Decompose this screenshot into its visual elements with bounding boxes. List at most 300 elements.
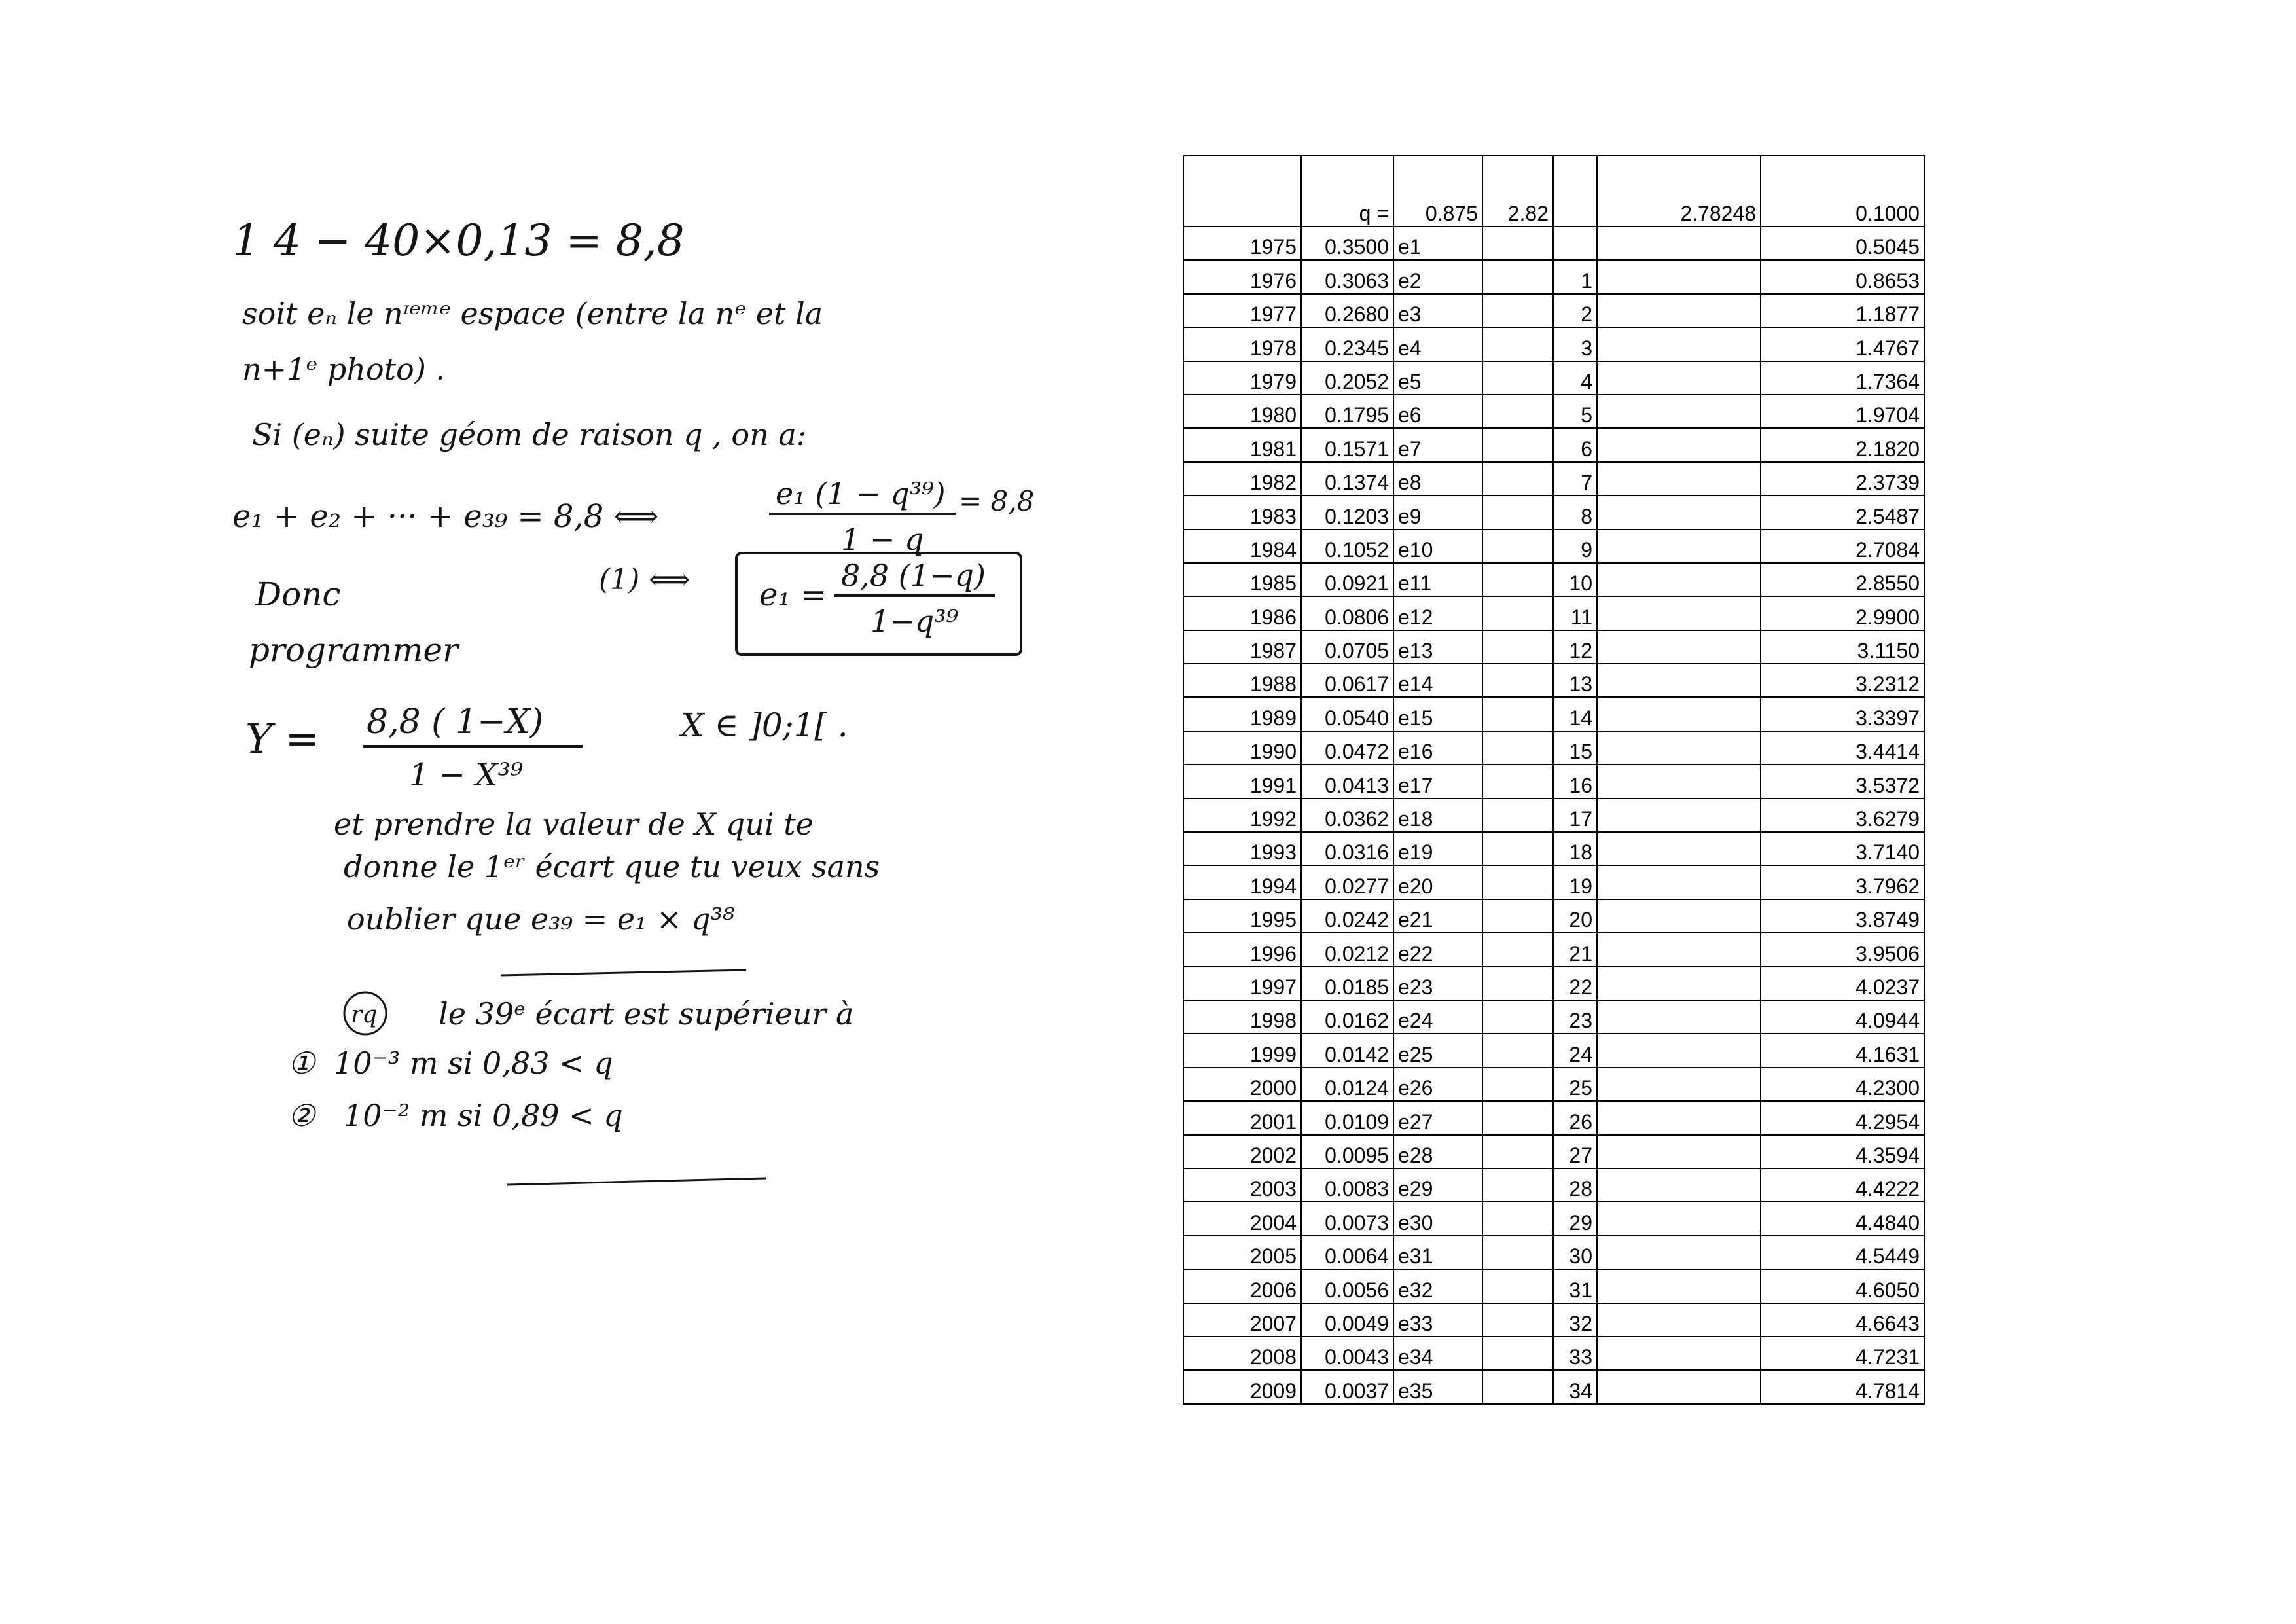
note-instruction-line-1: et prendre la valeur de X qui te xyxy=(334,806,814,842)
cell-blank xyxy=(1482,899,1553,933)
cell-cumulative: 3.7140 xyxy=(1761,832,1924,865)
cell-label: e29 xyxy=(1393,1168,1482,1202)
cell-index: 5 xyxy=(1553,395,1597,428)
cell-blank xyxy=(1482,496,1553,529)
note-instruction-line-2: donne le 1ᵉʳ écart que tu veux sans xyxy=(344,849,880,884)
note-sum-numerator: e₁ (1 − q³⁹) xyxy=(776,476,946,511)
cell-year: 1985 xyxy=(1183,563,1301,596)
header-cell-blank-2: 2.78248 xyxy=(1597,156,1761,226)
cell-blank xyxy=(1482,395,1553,428)
table-row xyxy=(1183,1101,1924,1134)
cell-cumulative: 4.6643 xyxy=(1761,1303,1924,1337)
cell-value: 0.0362 xyxy=(1301,799,1393,832)
cell-value: 0.0056 xyxy=(1301,1269,1393,1303)
cell-blank xyxy=(1482,967,1553,1000)
cell-cumulative: 3.4414 xyxy=(1761,731,1924,765)
cell-value: 0.0705 xyxy=(1301,630,1393,664)
cell-blank xyxy=(1482,361,1553,395)
cell-index: 4 xyxy=(1553,361,1597,395)
cell-cumulative: 2.3739 xyxy=(1761,462,1924,496)
table-row xyxy=(1183,630,1924,664)
cell-blank xyxy=(1482,1236,1553,1269)
cell-index: 22 xyxy=(1553,967,1597,1000)
cell-value: 0.0413 xyxy=(1301,765,1393,798)
cell-label: e3 xyxy=(1393,294,1482,327)
cell-blank xyxy=(1482,765,1553,798)
cell-blank-2 xyxy=(1597,1202,1761,1235)
cell-cumulative: 3.7962 xyxy=(1761,865,1924,899)
cell-label: e15 xyxy=(1393,697,1482,731)
cell-cumulative: 4.7231 xyxy=(1761,1337,1924,1370)
table-row xyxy=(1183,462,1924,496)
cell-blank-2 xyxy=(1597,1000,1761,1034)
cell-blank xyxy=(1482,596,1553,630)
cell-value: 0.0095 xyxy=(1301,1135,1393,1168)
cell-blank xyxy=(1482,664,1553,697)
cell-index: 15 xyxy=(1553,731,1597,765)
note-boxed-denominator: 1−q³⁹ xyxy=(870,604,959,639)
cell-index: 25 xyxy=(1553,1068,1597,1101)
cell-label: e4 xyxy=(1393,327,1482,361)
cell-year: 1986 xyxy=(1183,596,1301,630)
cell-label: e12 xyxy=(1393,596,1482,630)
note-sum-left: e₁ + e₂ + ··· + e₃₉ = 8,8 ⟺ xyxy=(232,498,659,535)
note-definition-line-1: soit eₙ le nᶦᵉᵐᵉ espace (entre la nᵉ et la xyxy=(242,296,823,331)
cell-blank-2 xyxy=(1597,832,1761,865)
cell-index: 12 xyxy=(1553,630,1597,664)
cell-value: 0.2345 xyxy=(1301,327,1393,361)
table-row xyxy=(1183,967,1924,1000)
cell-cumulative: 3.9506 xyxy=(1761,933,1924,966)
note-programmer: programmer xyxy=(249,631,459,669)
cell-blank xyxy=(1482,799,1553,832)
cell-cumulative: 1.7364 xyxy=(1761,361,1924,395)
table-row xyxy=(1183,496,1924,529)
cell-cumulative: 2.7084 xyxy=(1761,530,1924,563)
cell-blank-2 xyxy=(1597,933,1761,966)
cell-year: 1993 xyxy=(1183,832,1301,865)
cell-index: 6 xyxy=(1553,428,1597,461)
cell-value: 0.0043 xyxy=(1301,1337,1393,1370)
cell-label: e34 xyxy=(1393,1337,1482,1370)
cell-label: e13 xyxy=(1393,630,1482,664)
header-cell-index xyxy=(1553,156,1597,226)
cell-year: 2001 xyxy=(1183,1101,1301,1134)
cell-cumulative: 4.3594 xyxy=(1761,1135,1924,1168)
cell-year: 1984 xyxy=(1183,530,1301,563)
cell-label: e17 xyxy=(1393,765,1482,798)
cell-index: 14 xyxy=(1553,697,1597,731)
cell-value: 0.0083 xyxy=(1301,1168,1393,1202)
cell-label: e31 xyxy=(1393,1236,1482,1269)
cell-label: e18 xyxy=(1393,799,1482,832)
cell-value: 0.0049 xyxy=(1301,1303,1393,1337)
cell-cumulative: 4.0944 xyxy=(1761,1000,1924,1034)
cell-index: 28 xyxy=(1553,1168,1597,1202)
cell-cumulative: 2.5487 xyxy=(1761,496,1924,529)
cell-index: 20 xyxy=(1553,899,1597,933)
cell-blank-2 xyxy=(1597,1168,1761,1202)
cell-year: 1990 xyxy=(1183,731,1301,765)
cell-cumulative: 1.9704 xyxy=(1761,395,1924,428)
cell-value: 0.2680 xyxy=(1301,294,1393,327)
cell-blank xyxy=(1482,260,1553,293)
cell-index: 19 xyxy=(1553,865,1597,899)
cell-label: e6 xyxy=(1393,395,1482,428)
table-row xyxy=(1183,865,1924,899)
cell-blank xyxy=(1482,933,1553,966)
cell-index: 33 xyxy=(1553,1337,1597,1370)
cell-label: e35 xyxy=(1393,1370,1482,1403)
cell-blank xyxy=(1482,832,1553,865)
cell-blank-2 xyxy=(1597,428,1761,461)
cell-blank xyxy=(1482,1168,1553,1202)
table-row xyxy=(1183,1135,1924,1168)
note-donc: Donc xyxy=(255,575,341,613)
cell-index: 8 xyxy=(1553,496,1597,529)
cell-index: 26 xyxy=(1553,1101,1597,1134)
cell-value: 0.1374 xyxy=(1301,462,1393,496)
cell-year: 1999 xyxy=(1183,1034,1301,1067)
cell-index xyxy=(1553,226,1597,260)
cell-index: 9 xyxy=(1553,530,1597,563)
cell-year: 1976 xyxy=(1183,260,1301,293)
cell-index: 27 xyxy=(1553,1135,1597,1168)
cell-value: 0.0212 xyxy=(1301,933,1393,966)
cell-blank-2 xyxy=(1597,765,1761,798)
cell-year: 1996 xyxy=(1183,933,1301,966)
cell-blank xyxy=(1482,1269,1553,1303)
cell-year: 1995 xyxy=(1183,899,1301,933)
cell-cumulative: 3.6279 xyxy=(1761,799,1924,832)
spreadsheet-table xyxy=(1183,155,1925,1405)
cell-index: 17 xyxy=(1553,799,1597,832)
table-row xyxy=(1183,1068,1924,1101)
cell-value: 0.1571 xyxy=(1301,428,1393,461)
cell-blank xyxy=(1482,1101,1553,1134)
cell-year: 2003 xyxy=(1183,1168,1301,1202)
cell-label: e20 xyxy=(1393,865,1482,899)
cell-value: 0.0142 xyxy=(1301,1034,1393,1067)
cell-year: 1980 xyxy=(1183,395,1301,428)
cell-value: 0.0242 xyxy=(1301,899,1393,933)
note-item-1-marker: ① xyxy=(288,1045,315,1081)
cell-blank-2 xyxy=(1597,361,1761,395)
cell-year: 1997 xyxy=(1183,967,1301,1000)
cell-value: 0.0316 xyxy=(1301,832,1393,865)
cell-index: 13 xyxy=(1553,664,1597,697)
cell-value: 0.0185 xyxy=(1301,967,1393,1000)
cell-year: 1987 xyxy=(1183,630,1301,664)
cell-blank-2 xyxy=(1597,1101,1761,1134)
cell-cumulative: 4.2954 xyxy=(1761,1101,1924,1134)
cell-blank-2 xyxy=(1597,799,1761,832)
cell-blank xyxy=(1482,630,1553,664)
cell-year: 1975 xyxy=(1183,226,1301,260)
cell-cumulative: 1.1877 xyxy=(1761,294,1924,327)
cell-year: 1994 xyxy=(1183,865,1301,899)
cell-value: 0.0921 xyxy=(1301,563,1393,596)
note-divider-1 xyxy=(501,970,746,975)
cell-blank xyxy=(1482,1303,1553,1337)
cell-blank-2 xyxy=(1597,530,1761,563)
table-header-row xyxy=(1183,156,1924,226)
cell-blank-2 xyxy=(1597,462,1761,496)
table-row xyxy=(1183,697,1924,731)
cell-year: 1988 xyxy=(1183,664,1301,697)
cell-year: 2007 xyxy=(1183,1303,1301,1337)
cell-index: 11 xyxy=(1553,596,1597,630)
cell-label: e33 xyxy=(1393,1303,1482,1337)
cell-label: e26 xyxy=(1393,1068,1482,1101)
cell-label: e10 xyxy=(1393,530,1482,563)
cell-blank xyxy=(1482,1202,1553,1235)
cell-year: 1991 xyxy=(1183,765,1301,798)
note-equivalence-1: (1) ⟺ xyxy=(599,563,691,596)
cell-value: 0.3063 xyxy=(1301,260,1393,293)
cell-index: 23 xyxy=(1553,1000,1597,1034)
cell-value: 0.1795 xyxy=(1301,395,1393,428)
cell-cumulative: 0.8653 xyxy=(1761,260,1924,293)
cell-blank-2 xyxy=(1597,630,1761,664)
table-row xyxy=(1183,1168,1924,1202)
cell-blank-2 xyxy=(1597,1303,1761,1337)
cell-year: 1982 xyxy=(1183,462,1301,496)
table-row xyxy=(1183,563,1924,596)
cell-year: 1989 xyxy=(1183,697,1301,731)
cell-blank xyxy=(1482,226,1553,260)
cell-blank-2 xyxy=(1597,899,1761,933)
cell-blank xyxy=(1482,1068,1553,1101)
table-row xyxy=(1183,933,1924,966)
table-row xyxy=(1183,226,1924,260)
table-row xyxy=(1183,530,1924,563)
cell-index: 30 xyxy=(1553,1236,1597,1269)
spreadsheet-body xyxy=(1183,156,1924,1404)
cell-value: 0.0124 xyxy=(1301,1068,1393,1101)
cell-blank-2 xyxy=(1597,697,1761,731)
cell-label: e1 xyxy=(1393,226,1482,260)
table-row xyxy=(1183,327,1924,361)
table-row xyxy=(1183,361,1924,395)
cell-index: 32 xyxy=(1553,1303,1597,1337)
cell-blank-2 xyxy=(1597,260,1761,293)
cell-blank xyxy=(1482,530,1553,563)
cell-year: 2000 xyxy=(1183,1068,1301,1101)
cell-blank-2 xyxy=(1597,327,1761,361)
note-item-2: 10⁻² m si 0,89 < q xyxy=(344,1098,623,1133)
cell-cumulative: 2.1820 xyxy=(1761,428,1924,461)
cell-blank xyxy=(1482,462,1553,496)
cell-index: 16 xyxy=(1553,765,1597,798)
cell-blank xyxy=(1482,428,1553,461)
header-cell-label: 0.875 xyxy=(1393,156,1482,226)
table-row xyxy=(1183,899,1924,933)
cell-blank xyxy=(1482,1034,1553,1067)
cell-value: 0.0277 xyxy=(1301,865,1393,899)
cell-blank-2 xyxy=(1597,1034,1761,1067)
note-y-numerator: 8,8 ( 1−X) xyxy=(367,702,544,742)
cell-blank xyxy=(1482,1337,1553,1370)
note-boxed-left: e₁ = xyxy=(759,577,827,613)
note-y-label: Y = xyxy=(245,715,319,763)
cell-year: 1983 xyxy=(1183,496,1301,529)
cell-cumulative: 2.9900 xyxy=(1761,596,1924,630)
cell-blank-2 xyxy=(1597,1370,1761,1403)
handwritten-notes xyxy=(0,0,1113,1624)
cell-label: e24 xyxy=(1393,1000,1482,1034)
cell-blank xyxy=(1482,563,1553,596)
cell-year: 1977 xyxy=(1183,294,1301,327)
cell-index: 31 xyxy=(1553,1269,1597,1303)
note-definition-line-2: n+1ᵉ photo) . xyxy=(242,352,446,387)
cell-label: e27 xyxy=(1393,1101,1482,1134)
cell-year: 2005 xyxy=(1183,1236,1301,1269)
cell-label: e25 xyxy=(1393,1034,1482,1067)
cell-cumulative: 4.4840 xyxy=(1761,1202,1924,1235)
note-boxed-numerator: 8,8 (1−q) xyxy=(841,558,986,593)
cell-label: e5 xyxy=(1393,361,1482,395)
cell-cumulative: 1.4767 xyxy=(1761,327,1924,361)
cell-label: e32 xyxy=(1393,1269,1482,1303)
cell-value: 0.0064 xyxy=(1301,1236,1393,1269)
table-row xyxy=(1183,294,1924,327)
cell-blank-2 xyxy=(1597,1068,1761,1101)
cell-blank-2 xyxy=(1597,1135,1761,1168)
cell-label: e8 xyxy=(1393,462,1482,496)
cell-label: e21 xyxy=(1393,899,1482,933)
cell-blank-2 xyxy=(1597,1269,1761,1303)
header-cell-value: q = xyxy=(1301,156,1393,226)
table-row xyxy=(1183,428,1924,461)
cell-label: e7 xyxy=(1393,428,1482,461)
cell-blank-2 xyxy=(1597,395,1761,428)
table-row xyxy=(1183,1000,1924,1034)
cell-year: 1978 xyxy=(1183,327,1301,361)
cell-blank xyxy=(1482,865,1553,899)
note-domain: X ∈ ]0;1[ . xyxy=(681,706,848,744)
cell-cumulative: 3.3397 xyxy=(1761,697,1924,731)
table-row xyxy=(1183,664,1924,697)
cell-cumulative: 4.6050 xyxy=(1761,1269,1924,1303)
note-equation-1: 1 4 − 40×0,13 = 8,8 xyxy=(232,215,685,266)
table-row xyxy=(1183,260,1924,293)
cell-value: 0.0540 xyxy=(1301,697,1393,731)
cell-value: 0.0073 xyxy=(1301,1202,1393,1235)
cell-value: 0.2052 xyxy=(1301,361,1393,395)
note-sum-denominator: 1 − q xyxy=(841,522,924,557)
cell-blank xyxy=(1482,1000,1553,1034)
cell-label: e22 xyxy=(1393,933,1482,966)
cell-label: e30 xyxy=(1393,1202,1482,1235)
cell-label: e11 xyxy=(1393,563,1482,596)
cell-cumulative: 0.5045 xyxy=(1761,226,1924,260)
cell-blank-2 xyxy=(1597,496,1761,529)
cell-blank-2 xyxy=(1597,967,1761,1000)
cell-blank-2 xyxy=(1597,226,1761,260)
cell-blank-2 xyxy=(1597,596,1761,630)
table-row xyxy=(1183,1034,1924,1067)
table-row xyxy=(1183,799,1924,832)
note-rq-text: le 39ᵉ écart est supérieur à xyxy=(439,996,854,1032)
cell-cumulative: 4.7814 xyxy=(1761,1370,1924,1403)
cell-blank xyxy=(1482,1370,1553,1403)
cell-cumulative: 3.2312 xyxy=(1761,664,1924,697)
cell-value: 0.0162 xyxy=(1301,1000,1393,1034)
cell-index: 18 xyxy=(1553,832,1597,865)
cell-index: 29 xyxy=(1553,1202,1597,1235)
cell-cumulative: 4.4222 xyxy=(1761,1168,1924,1202)
cell-value: 0.3500 xyxy=(1301,226,1393,260)
table-row xyxy=(1183,765,1924,798)
header-cell-blank: 2.82 xyxy=(1482,156,1553,226)
header-cell-cumulative: 0.1000 xyxy=(1761,156,1924,226)
note-sum-right: = 8,8 xyxy=(959,485,1035,517)
table-row xyxy=(1183,395,1924,428)
note-divider-2 xyxy=(507,1178,766,1185)
table-row xyxy=(1183,1337,1924,1370)
note-geometric-sequence: Si (eₙ) suite géom de raison q , on a: xyxy=(252,417,807,452)
cell-year: 2002 xyxy=(1183,1135,1301,1168)
cell-blank xyxy=(1482,697,1553,731)
cell-index: 24 xyxy=(1553,1034,1597,1067)
cell-cumulative: 2.8550 xyxy=(1761,563,1924,596)
cell-label: e23 xyxy=(1393,967,1482,1000)
cell-value: 0.1203 xyxy=(1301,496,1393,529)
note-instruction-line-3: oublier que e₃₉ = e₁ × q³⁸ xyxy=(347,901,735,937)
table-row xyxy=(1183,731,1924,765)
cell-year: 1998 xyxy=(1183,1000,1301,1034)
cell-blank xyxy=(1482,1135,1553,1168)
cell-year: 2009 xyxy=(1183,1370,1301,1403)
cell-value: 0.0617 xyxy=(1301,664,1393,697)
cell-cumulative: 4.5449 xyxy=(1761,1236,1924,1269)
cell-label: e2 xyxy=(1393,260,1482,293)
cell-year: 1979 xyxy=(1183,361,1301,395)
cell-cumulative: 3.1150 xyxy=(1761,630,1924,664)
cell-index: 10 xyxy=(1553,563,1597,596)
cell-label: e9 xyxy=(1393,496,1482,529)
header-cell-year xyxy=(1183,156,1301,226)
table-row xyxy=(1183,1303,1924,1337)
cell-value: 0.0037 xyxy=(1301,1370,1393,1403)
cell-blank-2 xyxy=(1597,563,1761,596)
table-row xyxy=(1183,832,1924,865)
cell-year: 2008 xyxy=(1183,1337,1301,1370)
cell-blank-2 xyxy=(1597,1236,1761,1269)
cell-blank-2 xyxy=(1597,294,1761,327)
cell-cumulative: 4.2300 xyxy=(1761,1068,1924,1101)
cell-blank-2 xyxy=(1597,731,1761,765)
cell-cumulative: 4.1631 xyxy=(1761,1034,1924,1067)
cell-index: 34 xyxy=(1553,1370,1597,1403)
note-rq-label: rq xyxy=(351,1001,378,1028)
cell-index: 1 xyxy=(1553,260,1597,293)
table-row xyxy=(1183,596,1924,630)
table-row xyxy=(1183,1370,1924,1403)
cell-index: 7 xyxy=(1553,462,1597,496)
cell-value: 0.0806 xyxy=(1301,596,1393,630)
note-y-denominator: 1 − X³⁹ xyxy=(409,757,523,793)
cell-year: 1992 xyxy=(1183,799,1301,832)
cell-year: 2004 xyxy=(1183,1202,1301,1235)
cell-index: 2 xyxy=(1553,294,1597,327)
note-item-2-marker: ② xyxy=(288,1098,315,1133)
table-row xyxy=(1183,1236,1924,1269)
cell-label: e16 xyxy=(1393,731,1482,765)
table-row xyxy=(1183,1202,1924,1235)
cell-blank-2 xyxy=(1597,865,1761,899)
